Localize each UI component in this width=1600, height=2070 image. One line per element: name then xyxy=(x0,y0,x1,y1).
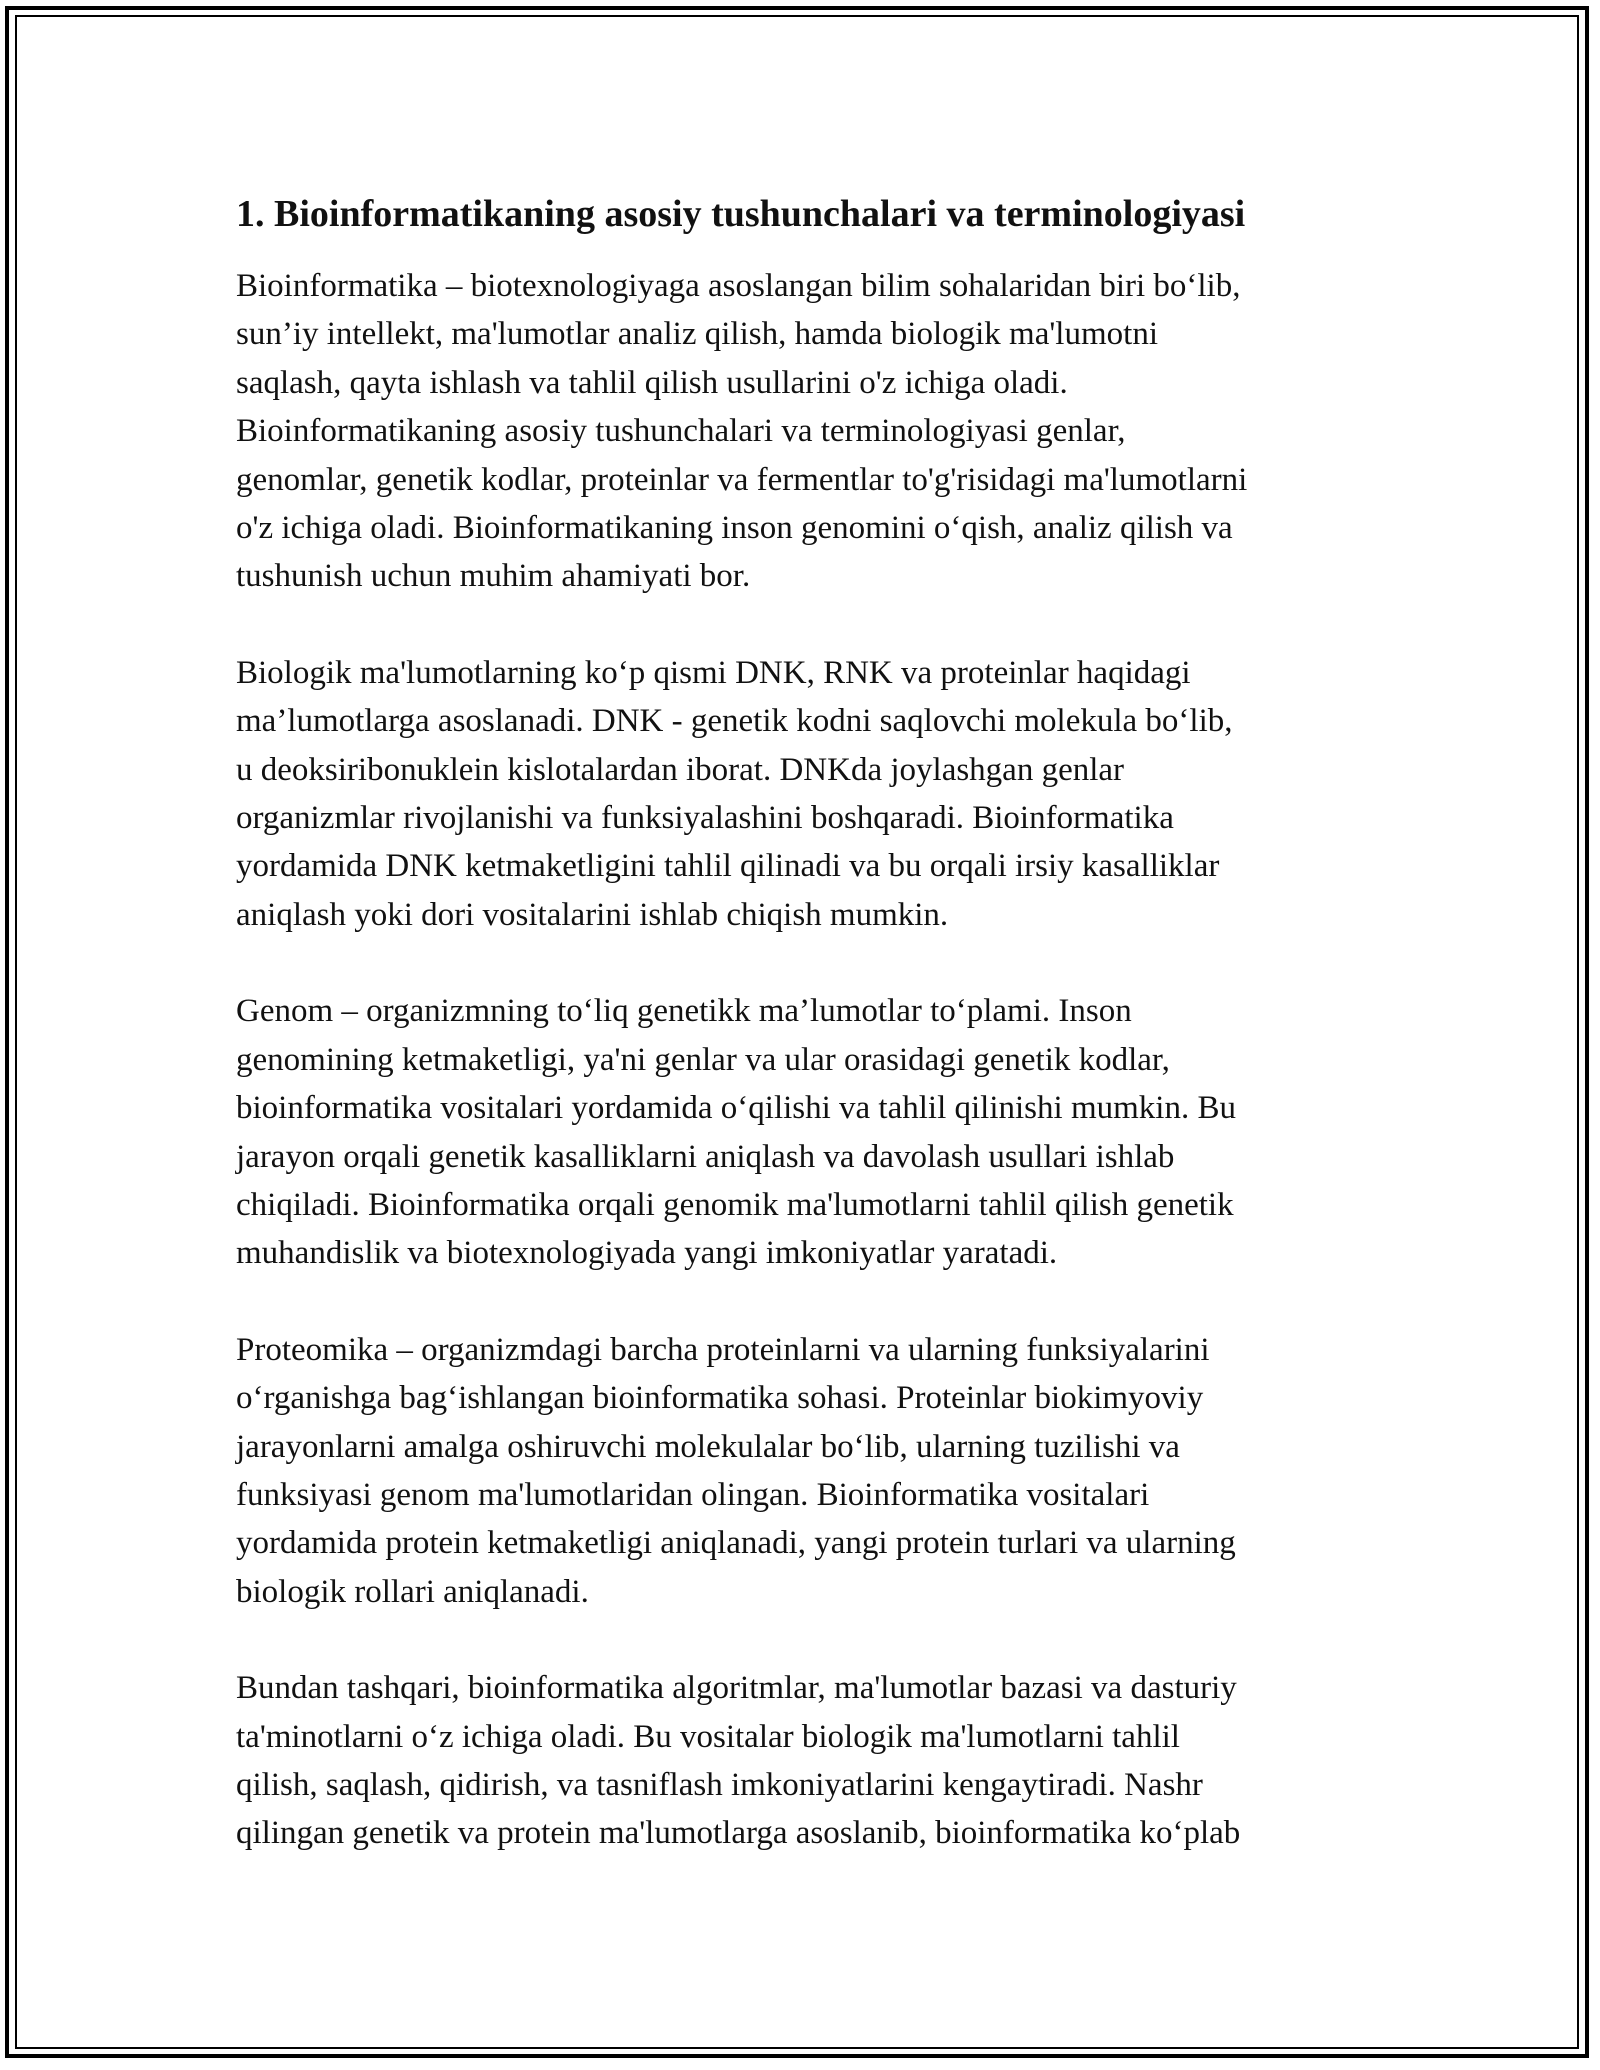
text-line: Bundan tashqari, bioinformatika algoritmlar, ma'lumotlar bazasi va dasturiy xyxy=(236,1670,1237,1707)
text-line: Bioinformatika – biotexnologiyaga asoslangan bilim sohalaridan biri bo‘lib, xyxy=(236,268,1241,304)
text-line: Genom – organizmning to‘liq genetikk ma’lumotlar to‘plami. Inson xyxy=(236,993,1132,1030)
text-line: qilingan genetik va protein ma'lumotlarga asoslanib, bioinformatika ko‘plab xyxy=(236,1815,1241,1852)
text-line: jarayon orqali genetik kasalliklarni aniqlash va davolash usullari ishlab xyxy=(236,1138,1175,1175)
text-line: o‘rganishga bag‘ishlangan bioinformatika sohasi. Proteinlar biokimyoviy xyxy=(236,1380,1204,1417)
text-line: organizmlar rivojlanishi va funksiyalashini boshqaradi. Bioinformatika xyxy=(236,800,1174,837)
text-line: genomining ketmaketligi, ya'ni genlar va ular orasidagi genetik kodlar, xyxy=(236,1041,1170,1078)
text-line: muhandislik va biotexnologiyada yangi imkoniyatlar yaratadi. xyxy=(236,1235,1058,1272)
text-line: chiqiladi. Bioinformatika orqali genomik ma'lumotlarni tahlil qilish genetik xyxy=(236,1186,1234,1223)
text-line: ma’lumotlarga asoslanadi. DNK - genetik kodni saqlovchi molekula bo‘lib, xyxy=(236,703,1233,740)
text-line: sun’iy intellekt, ma'lumotlar analiz qilish, hamda biologik ma'lumotni xyxy=(236,316,1158,353)
text-line: bioinformatika vositalari yordamida o‘qilishi va tahlil qilinishi mumkin. Bu xyxy=(236,1090,1236,1127)
paragraph-bioinformatika xyxy=(236,262,1366,601)
text-line: yordamida DNK ketmaketligini tahlil qilinadi va bu orqali irsiy kasalliklar xyxy=(236,848,1220,885)
text-line: u deoksiribonuklein kislotalardan iborat. DNKda joylashgan genlar xyxy=(236,751,1125,788)
text-line: Bioinformatikaning asosiy tushunchalari va terminologiyasi genlar, xyxy=(236,413,1126,450)
paragraph-proteomika xyxy=(236,1326,1366,1616)
text-line: ta'minotlarni o‘z ichiga oladi. Bu vositalar biologik ma'lumotlarni tahlil xyxy=(236,1718,1180,1755)
text-line: biologik rollari aniqlanadi. xyxy=(236,1573,589,1610)
paragraph-genom xyxy=(236,987,1366,1277)
text-line: Proteomika – organizmdagi barcha proteinlarni va ularning funksiyalarini xyxy=(236,1331,1210,1368)
text-line: yordamida protein ketmaketligi aniqlanadi, yangi protein turlari va ularning xyxy=(236,1525,1236,1562)
text-line: aniqlash yoki dori vositalarini ishlab chiqish mumkin. xyxy=(236,896,949,933)
text-line: jarayonlarni amalga oshiruvchi molekulalar bo‘lib, ularning tuzilishi va xyxy=(236,1428,1180,1465)
paragraph-bundan-tashqari xyxy=(236,1664,1366,1858)
paragraph-dnk xyxy=(236,649,1366,939)
text-line: o'z ichiga oladi. Bioinformatikaning inson genomini o‘qish, analiz qilish va xyxy=(236,510,1233,547)
text-line: Biologik ma'lumotlarning ko‘p qismi DNK, RNK va proteinlar haqidagi xyxy=(236,654,1191,691)
text-line: saqlash, qayta ishlash va tahlil qilish usullarini o'z ichiga oladi. xyxy=(236,364,1068,401)
text-line: genomlar, genetik kodlar, proteinlar va fermentlar to'g'risidagi ma'lumotlarni xyxy=(236,461,1248,498)
text-line: qilish, saqlash, qidirish, va tasniflash imkoniyatlarini kengaytiradi. Nashr xyxy=(236,1766,1203,1803)
document-body xyxy=(236,188,1366,1906)
text-line: funksiyasi genom ma'lumotlaridan olingan. Bioinformatika vositalari xyxy=(236,1476,1150,1513)
text-line: tushunish uchun muhim ahamiyati bor. xyxy=(236,558,751,595)
section-heading: 1. Bioinformatikaning asosiy tushunchalari va terminologiyasi xyxy=(236,193,1246,235)
